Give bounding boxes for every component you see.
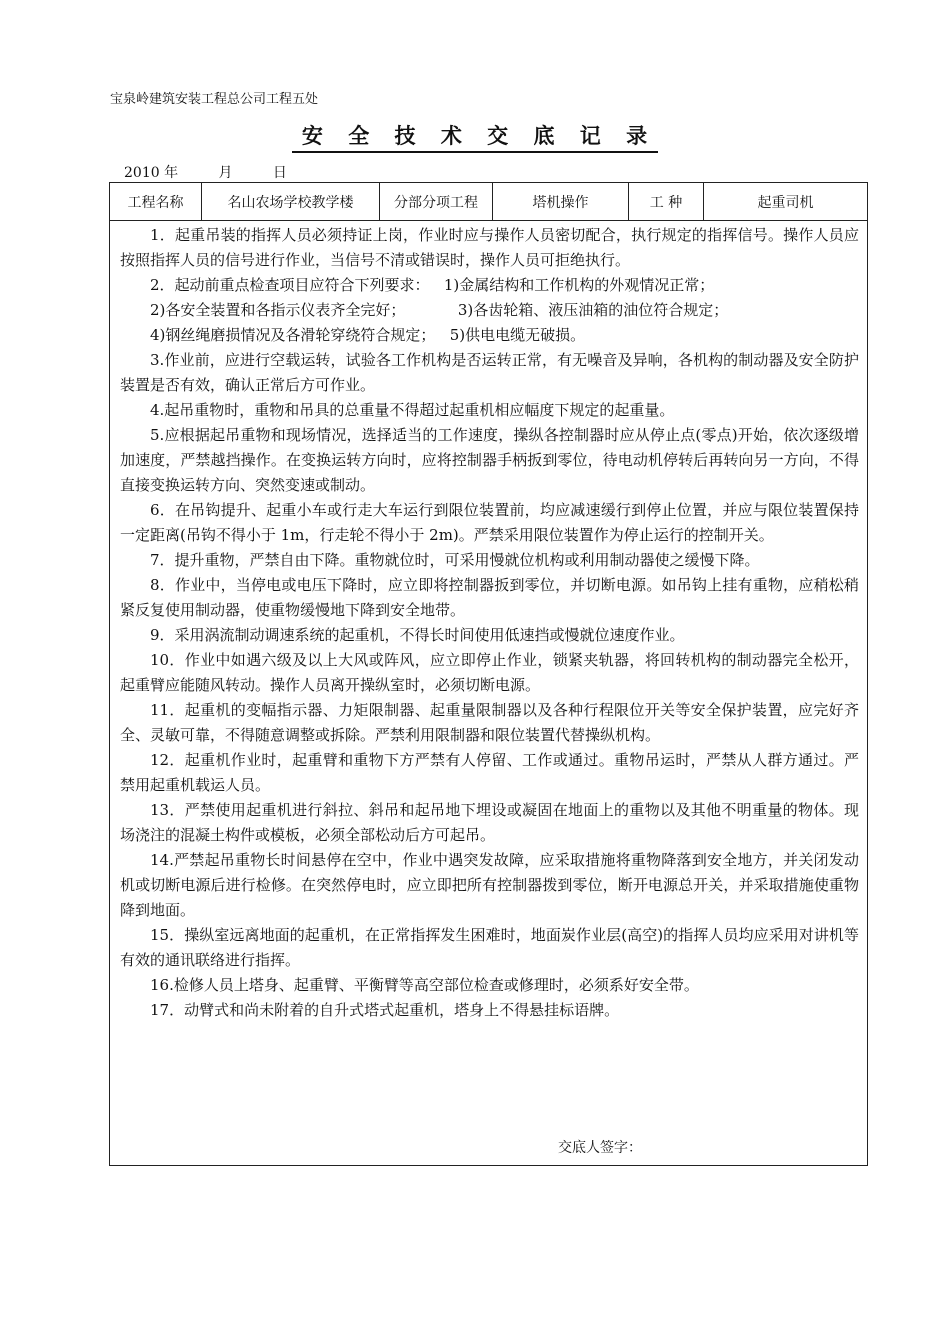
date-line (124, 162, 287, 182)
trade-value: 起重司机 (757, 194, 814, 211)
paragraph-7: 7．提升重物，严禁自由下降。重物就位时，可采用慢就位机构或利用制动器使之缓慢下降。 (150, 551, 760, 569)
date-year: 2010 年 (124, 165, 179, 181)
paragraph-16: 16.检修人员上塔身、起重臂、平衡臂等高空部位检查或修理时，必须系好安全带。 (150, 976, 699, 994)
paragraph-15: 15．操纵室远离地面的起重机，在正常指挥发生困难时，地面炭作业层(高空)的指挥人员均应采用对讲机等有效的通讯联络进行指挥。 (120, 926, 859, 969)
paragraph-2-items-b: 4)钢丝绳磨损情况及各滑轮穿绕符合规定； 5)供电电缆无破损。 (150, 326, 586, 344)
paragraph-10: 10．作业中如遇六级及以上大风或阵风，应立即停止作业，锁紧夹轨器，将回转机构的制动器完全松开，起重臂应能随风转动。操作人员离开操纵室时，必须切断电源。 (120, 651, 859, 694)
section-label: 分部分项工程 (380, 183, 493, 220)
paragraph-11: 11．起重机的变幅指示器、力矩限制器、起重量限制器以及各种行程限位开关等安全保护装置，应完好齐全、灵敏可靠，不得随意调整或拆除。严禁利用限制器和限位装置代替操纵机构。 (120, 701, 859, 744)
trade-label: 工 种 (629, 183, 704, 220)
paragraph-2: 2．起动前重点检查项目应符合下列要求： 1)金属结构和工作机构的外观情况正常； (150, 276, 715, 294)
paragraph-6: 6．在吊钩提升、起重小车或行走大车运行到限位装置前，均应减速缓行到停止位置，并应与限位装置保持一定距离(吊钩不得小于 1m，行走轮不得小于 2m)。严禁采用限位装置作为停止运行的控制开关。 (120, 501, 859, 544)
paragraph-14: 14.严禁起吊重物长时间悬停在空中，作业中遇突发故障，应采取措施将重物降落到安全地方，并关闭发动机或切断电源后进行检修。在突然停电时，应立即把所有控制器拨到零位，断开电源总开关，并采取措施使重物降到地面。 (120, 851, 859, 919)
document-title-wrap (0, 120, 950, 150)
date-day: 日 (272, 165, 287, 181)
disclosure-table (109, 182, 868, 1166)
signature-label: 交底人签字： (558, 1140, 642, 1156)
paragraph-2-items-a: 2)各安全装置和各指示仪表齐全完好； 3)各齿轮箱、液压油箱的油位符合规定； (150, 301, 729, 319)
paragraph-3: 3.作业前，应进行空载运转，试验各工作机构是否运转正常，有无噪音及异响，各机构的制动器及安全防护装置是否有效，确认正常后方可作业。 (120, 351, 859, 394)
paragraph-1: 1．起重吊装的指挥人员必须持证上岗，作业时应与操作人员密切配合，执行规定的指挥信号。操作人员应按照指挥人员的信号进行作业，当信号不清或错误时，操作人员可拒绝执行。 (120, 226, 859, 269)
paragraph-5: 5.应根据起吊重物和现场情况，选择适当的工作速度，操纵各控制器时应从停止点(零点)开始，依次逐级增加速度，严禁越挡操作。在变换运转方向时，应将控制器手柄扳到零位，待电动机停转后再转向另一方向，不得直接变换运转方向、突然变速或制动。 (120, 426, 859, 494)
paragraph-8: 8．作业中，当停电或电压下降时，应立即将控制器扳到零位，并切断电源。如吊钩上挂有重物，应稍松稍紧反复使用制动器，使重物缓慢地下降到安全地带。 (120, 576, 859, 619)
company-name: 宝泉岭建筑安装工程总公司工程五处 (110, 92, 319, 107)
document-title: 安 全 技 术 交 底 记 录 (292, 123, 658, 153)
disclosure-content (110, 221, 867, 1023)
paragraph-9: 9．采用涡流制动调速系统的起重机，不得长时间使用低速挡或慢就位速度作业。 (150, 626, 685, 644)
paragraph-12: 12．起重机作业时，起重臂和重物下方严禁有人停留、工作或通过。重物吊运时，严禁从人群方通过。严禁用起重机载运人员。 (120, 751, 859, 794)
header-row (110, 183, 867, 221)
project-name-label: 工程名称 (110, 183, 202, 220)
paragraph-13: 13．严禁使用起重机进行斜拉、斜吊和起吊地下埋设或凝固在地面上的重物以及其他不明重量的物体。现场浇注的混凝土构件或模板，必须全部松动后方可起吊。 (120, 801, 859, 844)
project-name-value: 名山农场学校教学楼 (202, 183, 380, 220)
section-value: 塔机操作 (493, 183, 629, 220)
paragraph-17: 17．动臂式和尚未附着的自升式塔式起重机，塔身上不得悬挂标语牌。 (150, 1001, 620, 1019)
date-month: 月 (218, 165, 233, 181)
paragraph-4: 4.起吊重物时，重物和吊具的总重量不得超过起重机相应幅度下规定的起重量。 (150, 401, 675, 419)
